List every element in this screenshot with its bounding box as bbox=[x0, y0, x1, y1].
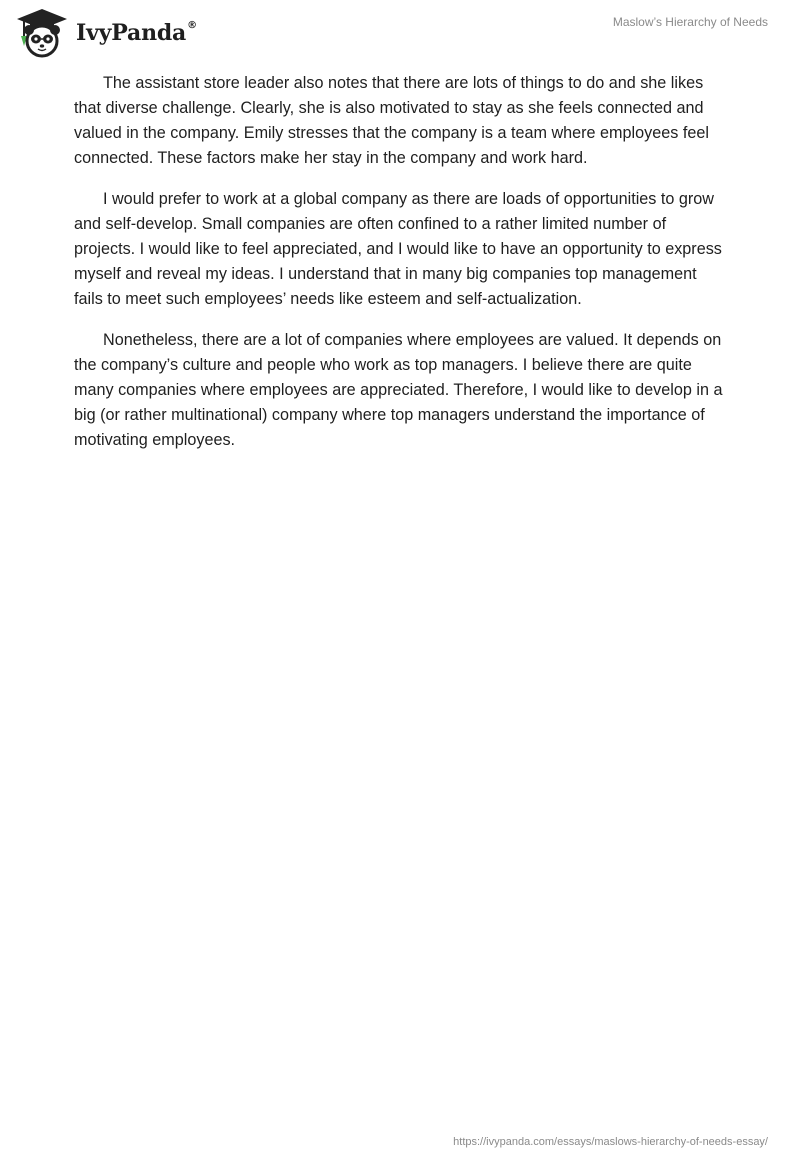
paragraph: I would prefer to work at a global company as there are loads of opportunities to grow and self-develop. Small companies are often confined to a rather limited number of projects. I would like to feel appreciated, and I would like to have an opportunity to express myself and reveal my ideas. I understand that in many big companies top management fails to meet such employees’ needs like esteem and self-actualization. bbox=[74, 190, 722, 308]
panda-graduate-icon bbox=[16, 8, 68, 58]
running-title: Maslow’s Hierarchy of Needs bbox=[612, 15, 768, 29]
paragraph: Nonetheless, there are a lot of companies where employees are valued. It depends on the company’s culture and people who work as top managers. I believe there are quite many companies where employees are appreciated. Therefore, I would like to develop in a big (or rather multinational) company where top managers understand the importance of motivating employees. bbox=[74, 331, 723, 449]
page-header bbox=[0, 0, 800, 70]
registered-mark: ® bbox=[187, 19, 197, 31]
essay-body bbox=[74, 71, 726, 469]
source-url[interactable]: https://ivypanda.com/essays/maslows-hierarchy-of-needs-essay/ bbox=[453, 1136, 768, 1148]
ivypanda-logo[interactable] bbox=[16, 8, 197, 58]
brand-name: IvyPanda® bbox=[76, 19, 197, 46]
paragraph: The assistant store leader also notes that there are lots of things to do and she likes that diverse challenge. Clearly, she is also motivated to stay as she feels connected and valued in the company. Emily stresses that the company is a team where employees feel connected. These factors make her stay in the company and work hard. bbox=[74, 74, 709, 167]
